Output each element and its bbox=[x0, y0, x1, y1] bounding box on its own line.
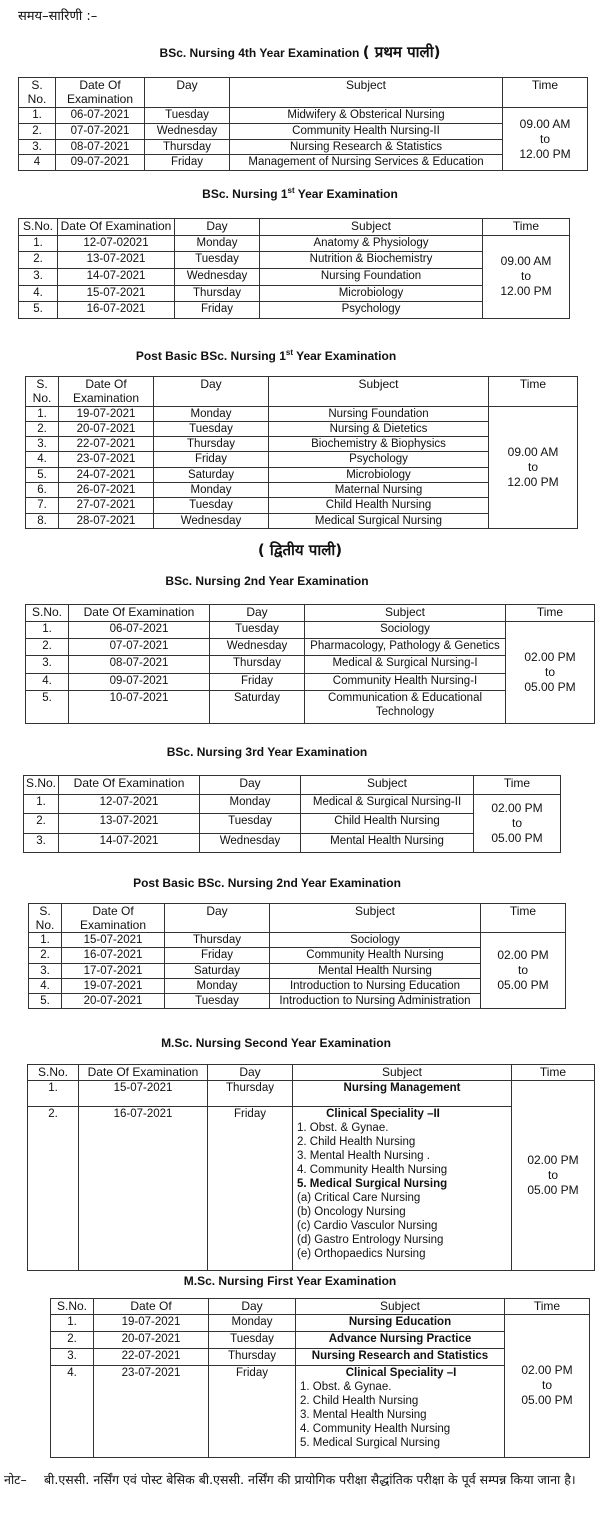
subject-item: 3. Mental Health Nursing . bbox=[297, 1149, 430, 1162]
table-cell: Nursing Education bbox=[296, 1314, 505, 1331]
table-cell: 1. bbox=[26, 406, 59, 421]
table-cell: 7. bbox=[26, 498, 59, 513]
column-header: Time bbox=[506, 605, 595, 622]
table-cell: Thursday bbox=[210, 656, 305, 673]
table-cell: 24-07-2021 bbox=[59, 467, 154, 482]
time-text: 05.00 PM bbox=[497, 978, 549, 993]
table-cell: Wednesday bbox=[154, 513, 269, 528]
subject-item: (a) Critical Care Nursing bbox=[297, 1191, 421, 1204]
column-header: Time bbox=[481, 904, 566, 933]
table-cell: Microbiology bbox=[269, 467, 489, 482]
table-cell: 27-07-2021 bbox=[59, 498, 154, 513]
column-header: Subject bbox=[301, 776, 474, 795]
table-cell: Nursing Research and Statistics bbox=[296, 1348, 505, 1365]
subject-item: 2. Child Health Nursing bbox=[300, 1394, 419, 1407]
table-cell: Community Health Nursing bbox=[270, 948, 481, 963]
exam-table bbox=[28, 903, 566, 1009]
subject-item: 4. Community Health Nursing bbox=[297, 1163, 448, 1176]
header-row bbox=[29, 904, 566, 933]
table-cell: 12-07-02021 bbox=[58, 235, 175, 252]
header-row bbox=[24, 776, 561, 795]
time-text: 02.00 PM bbox=[521, 1363, 573, 1378]
table-cell: Community Health Nursing-II bbox=[230, 123, 503, 139]
table-cell: Thursday bbox=[145, 139, 230, 155]
table-cell: 1. bbox=[19, 108, 56, 124]
time-cell bbox=[483, 235, 570, 318]
table-cell: Tuesday bbox=[210, 622, 305, 639]
time-text: 09.00 AM bbox=[500, 254, 552, 269]
table-cell: Thursday bbox=[165, 933, 270, 948]
table-cell: Monday bbox=[154, 483, 269, 498]
table-cell: 4. bbox=[26, 673, 69, 690]
table-cell: Monday bbox=[154, 406, 269, 421]
table-cell: 1. bbox=[51, 1314, 94, 1331]
table-cell: 13-07-2021 bbox=[59, 814, 200, 833]
table-cell: Nursing Research & Statistics bbox=[230, 139, 503, 155]
subject-item: 1. Obst. & Gynae. bbox=[297, 1121, 389, 1134]
table-cell: 19-07-2021 bbox=[94, 1314, 209, 1331]
table-cell: 3. bbox=[19, 139, 56, 155]
table-cell: Tuesday bbox=[209, 1331, 296, 1348]
column-header: Subject bbox=[260, 219, 483, 236]
table-cell: 6. bbox=[26, 483, 59, 498]
column-header: S.No. bbox=[26, 605, 69, 622]
table-cell: 1. bbox=[29, 933, 62, 948]
column-header: Date Of Examination bbox=[58, 219, 175, 236]
table-cell: 13-07-2021 bbox=[58, 252, 175, 269]
column-header: Date Of Examination bbox=[69, 605, 210, 622]
time-text: 02.00 PM bbox=[497, 948, 549, 963]
time-text: 12.00 PM bbox=[500, 284, 552, 299]
table-cell: 23-07-2021 bbox=[94, 1365, 209, 1457]
subject-item: (b) Oncology Nursing bbox=[297, 1205, 406, 1218]
column-header: Subject bbox=[305, 605, 506, 622]
table-cell: 14-07-2021 bbox=[59, 833, 200, 852]
exam-title: Post Basic BSc. Nursing 2nd Year Examination bbox=[133, 876, 401, 890]
table-cell: Monday bbox=[175, 235, 260, 252]
table-cell: Communication & Educational Technology bbox=[305, 690, 506, 723]
column-header: Subject bbox=[270, 904, 481, 933]
exam-table bbox=[25, 376, 578, 529]
table-cell: Saturday bbox=[154, 467, 269, 482]
table-cell: Friday bbox=[145, 155, 230, 171]
table-cell: Tuesday bbox=[154, 421, 269, 436]
time-text: to bbox=[520, 269, 531, 284]
time-text: to bbox=[539, 131, 550, 146]
table-cell: 20-07-2021 bbox=[59, 421, 154, 436]
exam-table bbox=[18, 218, 570, 319]
table-cell: 06-07-2021 bbox=[56, 108, 145, 124]
subject-item: Clinical Speciality –I bbox=[345, 1366, 457, 1379]
time-cell bbox=[489, 406, 578, 528]
table-cell: Medical Surgical Nursing bbox=[269, 513, 489, 528]
header-row bbox=[19, 78, 588, 108]
table-cell: Nursing Foundation bbox=[269, 406, 489, 421]
table-cell: 4. bbox=[19, 285, 58, 302]
table-cell: Tuesday bbox=[175, 252, 260, 269]
table-cell: Nursing Foundation bbox=[260, 268, 483, 285]
time-text: to bbox=[541, 1378, 552, 1393]
table-cell: 2. bbox=[19, 252, 58, 269]
exam-table: S.No. Date Of Day Subject Time 1. 19-07-2021 Monday Nursing Education 02.00 PM to 05.00 PM 2. 20-07-2021 Tuesday Advance Nursing Practice 3. 22-07-2021 Thursday Nursing Research and Statistics 4. 23-07-2021 Friday Clinical Speciality –I 1. Obst. & Gynae. 2. Child Health Nursing 3. Mental Health Nursing 4. Community Health Nursing 5. Medical Surgical Nursing bbox=[50, 1298, 590, 1458]
table-cell: 4. bbox=[51, 1365, 94, 1457]
subject-item: 1. Obst. & Gynae. bbox=[300, 1380, 392, 1393]
shift-label: ( प्रथम पाली) bbox=[362, 43, 441, 61]
table-cell: 16-07-2021 bbox=[62, 948, 165, 963]
exam-table bbox=[18, 77, 588, 171]
table-row bbox=[26, 406, 578, 421]
subject-cell: Clinical Speciality –II 1. Obst. & Gynae. 2. Child Health Nursing 3. Mental Health Nursing . 4. Community Health Nursing 5. Medical Surgical Nursing (a) Critical Care Nursing (b) Oncology Nursing (c) Cardio Vasculor Nursing (d) Gastro Entrology Nursing (e) Orthopaedics Nursing bbox=[293, 1106, 512, 1270]
table-cell: 1. bbox=[24, 794, 59, 813]
table-cell: Nutrition & Biochemistry bbox=[260, 252, 483, 269]
column-header: Day bbox=[165, 904, 270, 933]
table-cell: 5. bbox=[19, 302, 58, 319]
table-cell: Monday bbox=[165, 978, 270, 993]
header-row bbox=[19, 219, 570, 236]
table-cell: 22-07-2021 bbox=[94, 1348, 209, 1365]
column-header: Day bbox=[154, 377, 269, 407]
time-text: 05.00 PM bbox=[524, 680, 576, 695]
subject-cell bbox=[296, 1365, 505, 1457]
table-row bbox=[51, 1314, 590, 1331]
exam-title: BSc. Nursing 3rd Year Examination bbox=[166, 745, 368, 759]
column-header: Date Of Examination bbox=[62, 904, 165, 933]
time-cell bbox=[481, 933, 566, 1009]
table-cell: 5. bbox=[26, 690, 69, 723]
time-text: 02.00 PM bbox=[491, 800, 543, 815]
table-cell: 1. bbox=[19, 235, 58, 252]
table-cell: 17-07-2021 bbox=[62, 963, 165, 978]
column-header: Subject bbox=[230, 78, 503, 108]
table-cell: Sociology bbox=[270, 933, 481, 948]
table-row bbox=[24, 794, 561, 813]
table-cell: Sociology bbox=[305, 622, 506, 639]
table-cell: Friday bbox=[175, 302, 260, 319]
table-cell: Monday bbox=[209, 1314, 296, 1331]
exam-title-text: BSc. Nursing 4th Year Examination bbox=[159, 46, 360, 60]
table-cell: 3. bbox=[24, 833, 59, 852]
table-cell: Psychology bbox=[260, 302, 483, 319]
table-cell: Friday bbox=[209, 1365, 296, 1457]
table-cell: Monday bbox=[200, 794, 301, 813]
table-cell: 10-07-2021 bbox=[69, 690, 210, 723]
column-header: S.No. bbox=[24, 776, 59, 795]
time-text: to bbox=[517, 963, 528, 978]
time-cell bbox=[506, 622, 595, 724]
table-cell: Wednesday bbox=[200, 833, 301, 852]
table-cell: 14-07-2021 bbox=[58, 268, 175, 285]
table-cell: 4 bbox=[19, 155, 56, 171]
table-cell: 3. bbox=[19, 268, 58, 285]
table-cell: 4. bbox=[29, 978, 62, 993]
table-cell: 12-07-2021 bbox=[59, 794, 200, 813]
exam-table: S.No. Date Of Examination Day Subject Time 1. 15-07-2021 Thursday Nursing Management 02.00 PM to 05.00 PM 2. 16-07-2021 Friday Clinical Speciality –II 1. Obst. & Gynae. 2. Child Health Nursing 3. Mental Health Nursing . 4. Community Health Nursing 5. Medical Surgical Nursing (a) Critical Care Nursing (b) Oncology Nursing (c) Cardio Vasculor Nursing (d) Gastro Entrology Nursing (e) Orthopaedics Nursing bbox=[27, 1064, 595, 1271]
table-row bbox=[19, 155, 588, 171]
exam-title: BSc. Nursing 1st Year Examination bbox=[202, 186, 398, 201]
table-cell: Pharmacology, Pathology & Genetics bbox=[305, 639, 506, 656]
column-header: Time bbox=[483, 219, 570, 236]
table-cell: 2. bbox=[29, 948, 62, 963]
subject-item: (c) Cardio Vasculor Nursing bbox=[297, 1219, 438, 1232]
table-cell: Introduction to Nursing Administration bbox=[270, 993, 481, 1008]
table-cell: Mental Health Nursing bbox=[301, 833, 474, 852]
table-cell: Midwifery & Obsterical Nursing bbox=[230, 108, 503, 124]
table-cell: 08-07-2021 bbox=[69, 656, 210, 673]
table-row bbox=[26, 622, 595, 639]
column-header: Day bbox=[200, 776, 301, 795]
column-header: Time bbox=[489, 377, 578, 407]
time-text: 09.00 AM bbox=[519, 116, 571, 131]
table-cell: 23-07-2021 bbox=[59, 452, 154, 467]
subject-item: 2. Child Health Nursing bbox=[297, 1135, 416, 1148]
table-row bbox=[19, 235, 570, 252]
page-header: समय–सारिणी :– bbox=[18, 9, 98, 24]
column-header: Date Of Examination bbox=[59, 377, 154, 407]
table-cell: Child Health Nursing bbox=[301, 814, 474, 833]
table-cell: 5. bbox=[26, 467, 59, 482]
time-text: to bbox=[544, 665, 555, 680]
subject-item: 5. Medical Surgical Nursing bbox=[300, 1436, 440, 1449]
table-cell: 2. bbox=[26, 639, 69, 656]
table-cell: 06-07-2021 bbox=[69, 622, 210, 639]
shift-label: ( द्वितीय पाली) bbox=[257, 541, 343, 559]
table-cell: Community Health Nursing-I bbox=[305, 673, 506, 690]
column-header: Day bbox=[175, 219, 260, 236]
table-cell: 20-07-2021 bbox=[62, 993, 165, 1008]
table-cell: 26-07-2021 bbox=[59, 483, 154, 498]
exam-title: M.Sc. Nursing First Year Examination bbox=[183, 1274, 397, 1288]
subject-item: (d) Gastro Entrology Nursing bbox=[297, 1233, 444, 1246]
column-header: Date Of Examination bbox=[56, 78, 145, 108]
table-row bbox=[29, 933, 566, 948]
table-cell: Medical & Surgical Nursing-I bbox=[305, 656, 506, 673]
table-cell: Management of Nursing Services & Education bbox=[230, 155, 503, 171]
table-cell: 2. bbox=[24, 814, 59, 833]
exam-title: BSc. Nursing 2nd Year Examination bbox=[165, 574, 369, 588]
table-cell: Tuesday bbox=[154, 498, 269, 513]
subject-item: (e) Orthopaedics Nursing bbox=[297, 1247, 426, 1260]
table-cell: Child Health Nursing bbox=[269, 498, 489, 513]
table-cell: Microbiology bbox=[260, 285, 483, 302]
time-text: to bbox=[511, 815, 522, 830]
note-text: बी.एससी. नर्सिंग एवं पोस्ट बेसिक बी.एससी. नर्सिंग की प्रायोगिक परीक्षा सैद्धांतिक परीक्षा के पूर्व सम्पन्न किया जाना है। bbox=[44, 1472, 576, 1487]
table-cell: Saturday bbox=[165, 963, 270, 978]
table-cell: 16-07-2021 bbox=[58, 302, 175, 319]
table-cell: Nursing & Dietetics bbox=[269, 421, 489, 436]
table-cell: Medical & Surgical Nursing-II bbox=[301, 794, 474, 813]
exam-title bbox=[0, 42, 600, 62]
header-row bbox=[26, 377, 578, 407]
table-cell: Thursday bbox=[154, 437, 269, 452]
column-header: Subject bbox=[269, 377, 489, 407]
table-cell: 28-07-2021 bbox=[59, 513, 154, 528]
time-cell bbox=[474, 794, 561, 852]
table-cell: 1. bbox=[26, 622, 69, 639]
table-cell: Wednesday bbox=[210, 639, 305, 656]
table-cell: Tuesday bbox=[200, 814, 301, 833]
table-cell: Wednesday bbox=[175, 268, 260, 285]
table-cell: Introduction to Nursing Education bbox=[270, 978, 481, 993]
table-cell: 3. bbox=[26, 656, 69, 673]
exam-title: Post Basic BSc. Nursing 1st Year Examination bbox=[135, 348, 397, 363]
table-cell: 08-07-2021 bbox=[56, 139, 145, 155]
table-cell: 19-07-2021 bbox=[59, 406, 154, 421]
table-cell: Wednesday bbox=[145, 123, 230, 139]
table-cell: 22-07-2021 bbox=[59, 437, 154, 452]
exam-table bbox=[25, 604, 595, 724]
table-cell: 07-07-2021 bbox=[69, 639, 210, 656]
table-cell: Biochemistry & Biophysics bbox=[269, 437, 489, 452]
column-header: S. No. bbox=[29, 904, 62, 933]
table-cell: 07-07-2021 bbox=[56, 123, 145, 139]
table-cell: 2. bbox=[19, 123, 56, 139]
table-cell: 09-07-2021 bbox=[56, 155, 145, 171]
table-cell: Tuesday bbox=[145, 108, 230, 124]
table-cell: Psychology bbox=[269, 452, 489, 467]
column-header: Time bbox=[474, 776, 561, 795]
time-cell bbox=[503, 108, 588, 171]
table-cell: 3. bbox=[26, 437, 59, 452]
subject-item: 3. Mental Health Nursing bbox=[300, 1408, 427, 1421]
header-row bbox=[26, 605, 595, 622]
table-cell: 20-07-2021 bbox=[94, 1331, 209, 1348]
column-header: S. No. bbox=[26, 377, 59, 407]
table-cell: Saturday bbox=[210, 690, 305, 723]
table-cell: 5. bbox=[29, 993, 62, 1008]
table-row bbox=[19, 139, 588, 155]
table-cell: Friday bbox=[210, 673, 305, 690]
table-cell: 15-07-2021 bbox=[58, 285, 175, 302]
exam-title: M.Sc. Nursing Second Year Examination bbox=[161, 1036, 391, 1050]
column-header: Day bbox=[210, 605, 305, 622]
table-cell: 3. bbox=[29, 963, 62, 978]
time-text: 05.00 PM bbox=[491, 830, 543, 845]
time-text: 02.00 PM bbox=[524, 650, 576, 665]
table-cell: 2. bbox=[51, 1331, 94, 1348]
table-cell: 15-07-2021 bbox=[62, 933, 165, 948]
table-cell: Thursday bbox=[175, 285, 260, 302]
table-row bbox=[19, 123, 588, 139]
column-header: S. No. bbox=[19, 78, 56, 108]
table-cell: Friday bbox=[165, 948, 270, 963]
time-text: 12.00 PM bbox=[507, 474, 559, 489]
table-cell: Maternal Nursing bbox=[269, 483, 489, 498]
table-cell: 19-07-2021 bbox=[62, 978, 165, 993]
exam-table bbox=[23, 775, 561, 853]
table-cell: Thursday bbox=[209, 1348, 296, 1365]
table-cell: 09-07-2021 bbox=[69, 673, 210, 690]
table-cell: 4. bbox=[26, 452, 59, 467]
table-cell: 2. bbox=[26, 421, 59, 436]
time-cell bbox=[505, 1314, 590, 1457]
time-text: to bbox=[527, 459, 538, 474]
column-header: S.No. bbox=[19, 219, 58, 236]
column-header: Day bbox=[145, 78, 230, 108]
time-text: 12.00 PM bbox=[519, 146, 571, 161]
note-label: नोट– bbox=[4, 1472, 27, 1487]
time-cell: 02.00 PM to 05.00 PM bbox=[512, 1080, 595, 1270]
time-text: 09.00 AM bbox=[507, 444, 559, 459]
time-text: 05.00 PM bbox=[521, 1393, 573, 1408]
table-cell: Tuesday bbox=[165, 993, 270, 1008]
column-header: Time bbox=[503, 78, 588, 108]
table-cell: Friday bbox=[154, 452, 269, 467]
column-header: Date Of Examination bbox=[59, 776, 200, 795]
table-cell: Anatomy & Physiology bbox=[260, 235, 483, 252]
subject-item: 4. Community Health Nursing bbox=[300, 1422, 451, 1435]
table-cell: Mental Health Nursing bbox=[270, 963, 481, 978]
table-cell: 8. bbox=[26, 513, 59, 528]
table-cell: Advance Nursing Practice bbox=[296, 1331, 505, 1348]
note bbox=[4, 1470, 594, 1490]
table-row bbox=[19, 108, 588, 124]
table-cell: 3. bbox=[51, 1348, 94, 1365]
